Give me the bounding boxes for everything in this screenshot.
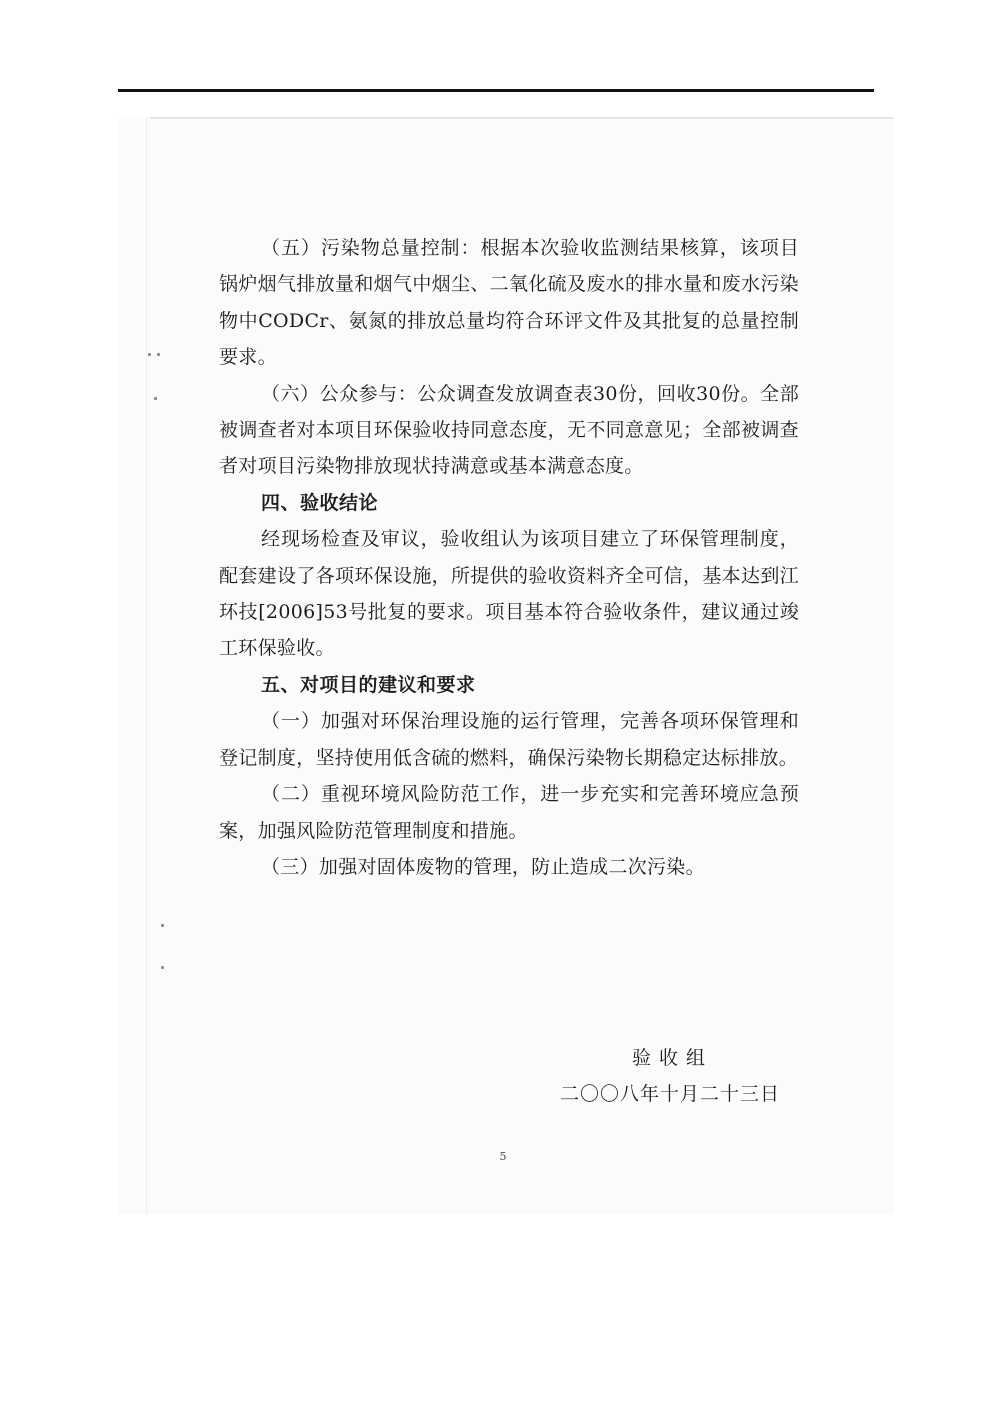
binding-hole-mark: [161, 924, 164, 927]
document-body: [219, 230, 799, 885]
signature-block: [560, 1040, 800, 1112]
section-heading-acceptance-conclusion: 四、验收结论: [261, 491, 379, 514]
signature-group: 验收组: [632, 1047, 714, 1069]
binding-hole-mark: [154, 397, 157, 400]
binding-hole-mark: [148, 353, 151, 356]
scan-left-edge: [146, 117, 147, 1214]
paragraph-acceptance-conclusion: 经现场检查及审议，验收组认为该项目建立了环保管理制度，配套建设了各项环保设施，所提供的验收资料齐全可信，基本达到江环技[2006]53号批复的要求。项目基本符合验收条件，建议通过竣工环保验收。: [219, 528, 799, 660]
paragraph-recommendation-2: （二）重视环境风险防范工作，进一步充实和完善环境应急预案，加强风险防范管理制度和措施。: [219, 783, 799, 842]
signature-date: 二〇〇八年十月二十三日: [560, 1083, 781, 1105]
binding-hole-mark: [161, 966, 164, 969]
scan-top-edge: [150, 117, 894, 119]
paragraph-public-participation: （六）公众参与：公众调查发放调查表30份，回收30份。全部被调查者对本项目环保验收持同意态度，无不同意意见；全部被调查者对项目污染物排放现状持满意或基本满意态度。: [219, 382, 799, 478]
page-number: 5: [499, 1150, 507, 1163]
paragraph-recommendation-3: （三）加强对固体废物的管理，防止造成二次污染。: [261, 855, 705, 878]
paragraph-recommendation-1: （一）加强对环保治理设施的运行管理，完善各项环保管理和登记制度，坚持使用低含硫的燃料，确保污染物长期稳定达标排放。: [219, 710, 799, 769]
header-rule: [118, 89, 874, 92]
paragraph-pollutant-total-control: （五）污染物总量控制：根据本次验收监测结果核算，该项目锅炉烟气排放量和烟气中烟尘、二氧化硫及废水的排水量和废水污染物中CODCr、氨氮的排放总量均符合环评文件及其批复的总量控制要求。: [219, 237, 799, 369]
binding-hole-mark: [157, 353, 160, 356]
section-heading-recommendations: 五、对项目的建议和要求: [261, 673, 476, 696]
